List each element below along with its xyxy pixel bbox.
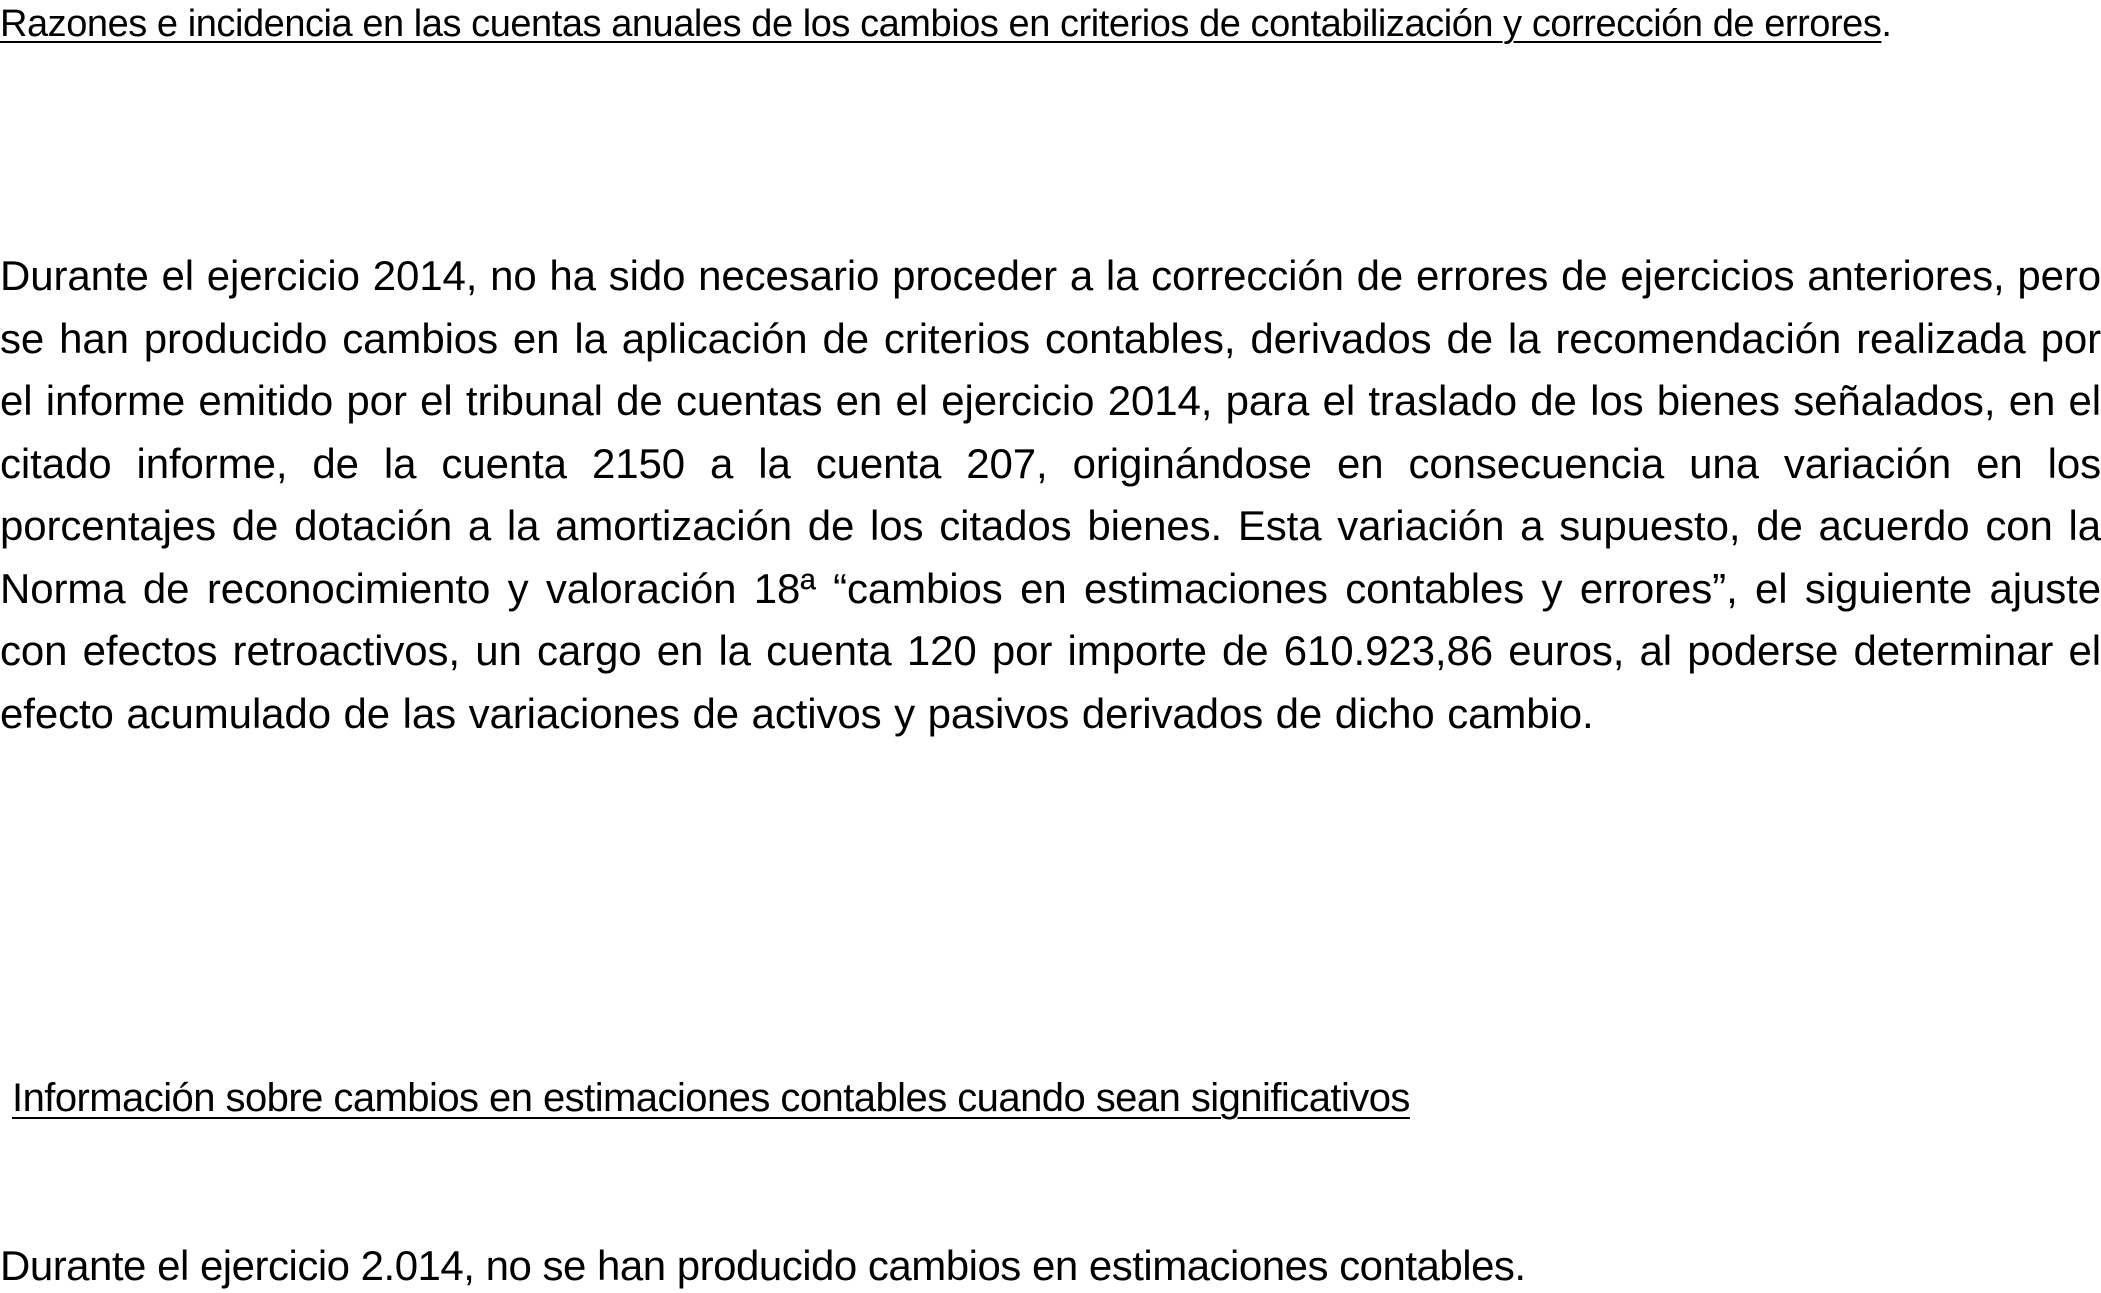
section-heading-accounting-estimates-changes: Información sobre cambios en estimaciones contables cuando sean significativos xyxy=(12,1076,1410,1120)
section-heading-accounting-criteria-changes xyxy=(0,0,2101,52)
paragraph-accounting-criteria-changes: Durante el ejercicio 2014, no ha sido necesario proceder a la corrección de errores de ejercicios anteriores, pero se han producido cambios en la aplicación de criterios contables, derivados de la recomendación realizada por el informe emitido por el tribunal de cuentas en el ejercicio 2014, para el traslado de los bienes señalados, en el citado informe, de la cuenta 2150 a la cuenta 207, originándose en consecuencia una variación en los porcentajes de dotación a la amortización de los citados bienes. Esta variación a supuesto, de acuerdo con la Norma de reconocimiento y valoración 18ª “cambios en estimaciones contables y errores”, el siguiente ajuste con efectos retroactivos, un cargo en la cuenta 120 por importe de 610.923,86 euros, al poderse determinar el efecto acumulado de las variaciones de activos y pasivos derivados de dicho cambio. xyxy=(0,252,2101,737)
section-heading-period: . xyxy=(1881,3,1892,45)
paragraph-accounting-estimates-changes: Durante el ejercicio 2.014, no se han producido cambios en estimaciones contables. xyxy=(0,1242,1526,1289)
section-heading-text: Razones e incidencia en las cuentas anuales de los cambios en criterios de contabilización y corrección de errores xyxy=(0,3,1882,45)
